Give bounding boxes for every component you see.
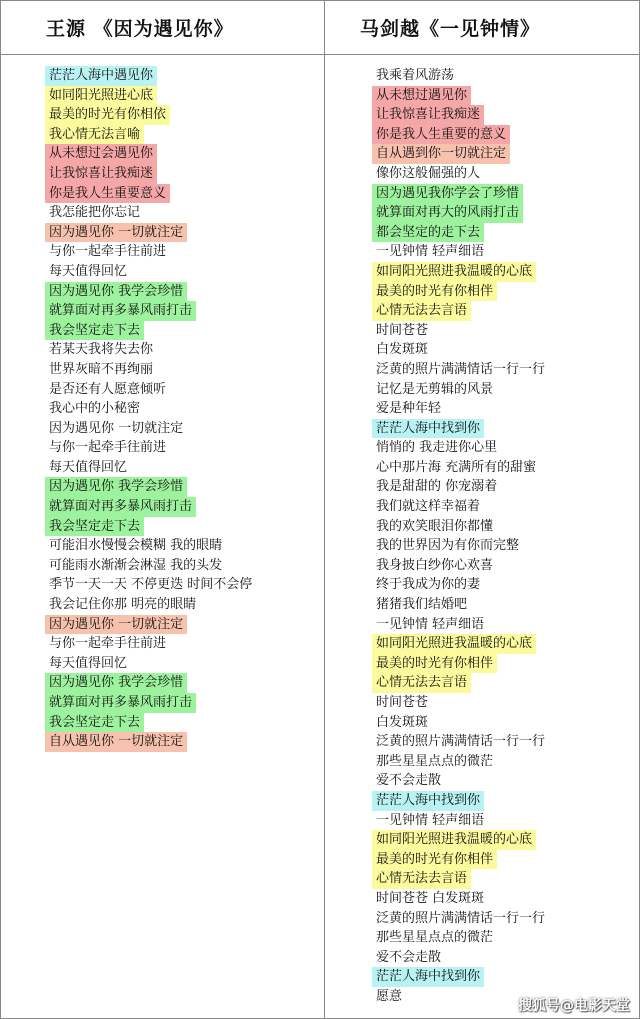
right-lyric-line: 最美的时光有你相伴 <box>372 654 497 674</box>
left-lyric-line: 就算面对再多暴风雨打击 <box>45 693 196 713</box>
right-lyric-line: 泛黄的照片满满情话一行一行 <box>376 910 546 926</box>
right-lyric-line: 就算面对再大的风雨打击 <box>372 203 523 223</box>
left-lyric-line: 如同阳光照进心底 <box>45 86 157 106</box>
right-lyric-line: 心情无法去言语 <box>372 869 471 889</box>
right-lyric-line: 我的欢笑眼泪你都懂 <box>376 518 494 534</box>
right-lyric-line: 都会坚定的走下去 <box>372 223 484 243</box>
right-lyric-line: 那些星星点点的微茫 <box>376 753 494 769</box>
right-lyric-line: 爱不会走散 <box>376 949 442 965</box>
right-lyric-line: 终于我成为你的妻 <box>376 577 481 593</box>
right-lyric-line: 我身披白纱你心欢喜 <box>376 557 494 573</box>
right-lyric-line: 悄悄的 我走进你心里 <box>376 440 498 456</box>
left-lyric-line: 因为遇见你 我学会珍惜 <box>45 673 187 693</box>
right-lyric-line: 像你这般倔强的人 <box>376 165 481 181</box>
right-lyric-line: 心中那片海 充满所有的甜蜜 <box>376 459 537 475</box>
right-lyric-line: 一见钟情 轻声细语 <box>376 616 485 632</box>
right-lyric-line: 猪猪我们结婚吧 <box>376 597 468 613</box>
watermark: 搜狐号@电影天堂 <box>518 998 630 1014</box>
right-lyric-line: 一见钟情 轻声细语 <box>376 812 485 828</box>
right-lyric-line: 爱是种年轻 <box>376 401 442 417</box>
left-lyric-line: 我会坚定走下去 <box>45 321 144 341</box>
right-lyric-line: 从未想过遇见你 <box>372 86 471 106</box>
left-lyric-line: 与你一起牵手往前进 <box>49 244 167 260</box>
right-lyric-line: 白发斑斑 <box>376 342 429 358</box>
left-lyric-line: 季节一天一天 不停更迭 时间不会停 <box>49 577 253 593</box>
right-lyric-line: 让我惊喜让我痴迷 <box>372 105 484 125</box>
right-song-title: 马剑越《一见钟情》 <box>360 18 541 40</box>
right-lyric-line: 心情无法去言语 <box>372 673 471 693</box>
left-lyric-line: 因为遇见你 我学会珍惜 <box>45 282 187 302</box>
right-lyric-line: 最美的时光有你相伴 <box>372 282 497 302</box>
left-lyric-line: 可能泪水慢慢会模糊 我的眼睛 <box>49 538 223 554</box>
right-lyric-line: 如同阳光照进我温暖的心底 <box>372 830 536 850</box>
right-lyric-line: 我乘着风游荡 <box>376 68 455 83</box>
right-lyric-line: 自从遇到你一切就注定 <box>372 144 510 164</box>
right-lyric-line: 你是我人生重要的意义 <box>372 125 510 145</box>
right-lyric-line: 心情无法去言语 <box>372 301 471 321</box>
right-lyric-line: 泛黄的照片满满情话一行一行 <box>376 361 546 377</box>
right-lyric-line: 时间苍苍 <box>376 322 429 338</box>
left-lyric-line: 因为遇见你 一切就注定 <box>49 420 184 436</box>
left-lyric-line: 就算面对再多暴风雨打击 <box>45 497 196 517</box>
left-lyric-line: 我会坚定走下去 <box>45 713 144 733</box>
left-lyric-line: 每天值得回忆 <box>49 459 128 475</box>
left-lyric-line: 让我惊喜让我痴迷 <box>45 164 157 184</box>
left-lyric-line: 茫茫人海中遇见你 <box>45 66 157 86</box>
left-lyric-line: 我怎能把你忘记 <box>49 205 141 221</box>
right-lyric-line: 时间苍苍 <box>376 695 429 710</box>
right-lyric-line: 记忆是无剪辑的风景 <box>376 381 494 397</box>
left-lyric-line: 最美的时光有你相依 <box>45 105 170 125</box>
left-lyric-line: 我心情无法言喻 <box>45 125 144 145</box>
left-song-title: 王源 《因为遇见你》 <box>46 18 234 40</box>
right-lyric-line: 如同阳光照进我温暖的心底 <box>372 634 536 654</box>
left-lyric-line: 就算面对再多暴风雨打击 <box>45 301 196 321</box>
right-lyric-line: 愿意 <box>376 988 403 1004</box>
left-lyric-line: 每天值得回忆 <box>49 263 128 279</box>
column-divider <box>324 0 325 1019</box>
left-lyric-line: 你是我人生重要意义 <box>45 184 170 204</box>
left-lyric-line: 我心中的小秘密 <box>49 401 141 417</box>
left-lyric-line: 因为遇见你 一切就注定 <box>45 223 187 243</box>
right-lyric-line: 茫茫人海中找到你 <box>372 419 484 439</box>
right-lyric-line: 茫茫人海中找到你 <box>372 791 484 811</box>
right-lyric-line: 我的世界因为有你而完整 <box>376 538 520 554</box>
left-lyric-line: 因为遇见你 一切就注定 <box>45 615 187 635</box>
left-lyric-line: 若某天我将失去你 <box>49 342 154 358</box>
left-lyric-line: 世界灰暗不再绚丽 <box>49 361 154 377</box>
right-lyric-line: 最美的时光有你相伴 <box>372 850 497 870</box>
left-lyric-line: 从未想过会遇见你 <box>45 144 157 164</box>
left-lyric-line: 因为遇见你 我学会珍惜 <box>45 477 187 497</box>
left-lyric-line: 我会坚定走下去 <box>45 517 144 537</box>
right-lyric-line: 泛黄的照片满满情话一行一行 <box>376 734 546 750</box>
right-lyric-line: 我们就这样幸福着 <box>376 499 481 515</box>
right-lyric-line: 爱不会走散 <box>376 773 442 789</box>
left-lyric-line: 每天值得回忆 <box>49 655 128 671</box>
left-lyric-line: 我会记住你那 明亮的眼睛 <box>49 597 197 613</box>
left-lyric-line: 与你一起牵手往前进 <box>49 440 167 456</box>
right-lyric-line: 一见钟情 轻声细语 <box>376 244 485 260</box>
right-lyric-line: 白发斑斑 <box>376 714 429 730</box>
header-rule <box>0 54 640 55</box>
right-lyric-line: 因为遇见我你学会了珍惜 <box>372 184 523 204</box>
right-lyric-line: 我是甜甜的 你宠溺着 <box>376 479 498 495</box>
left-lyric-line: 是否还有人愿意倾听 <box>49 381 167 397</box>
right-lyric-line: 时间苍苍 白发斑斑 <box>376 890 485 906</box>
left-lyric-line: 自从遇见你 一切就注定 <box>45 732 187 752</box>
right-lyric-line: 如同阳光照进我温暖的心底 <box>372 262 536 282</box>
right-lyric-line: 那些星星点点的微茫 <box>376 930 494 946</box>
left-lyrics-column <box>45 66 256 752</box>
right-lyric-line: 茫茫人海中找到你 <box>372 967 484 987</box>
right-lyrics-column <box>372 66 549 1007</box>
left-lyric-line: 与你一起牵手往前进 <box>49 636 167 652</box>
left-lyric-line: 可能雨水渐渐会淋湿 我的头发 <box>49 557 223 573</box>
